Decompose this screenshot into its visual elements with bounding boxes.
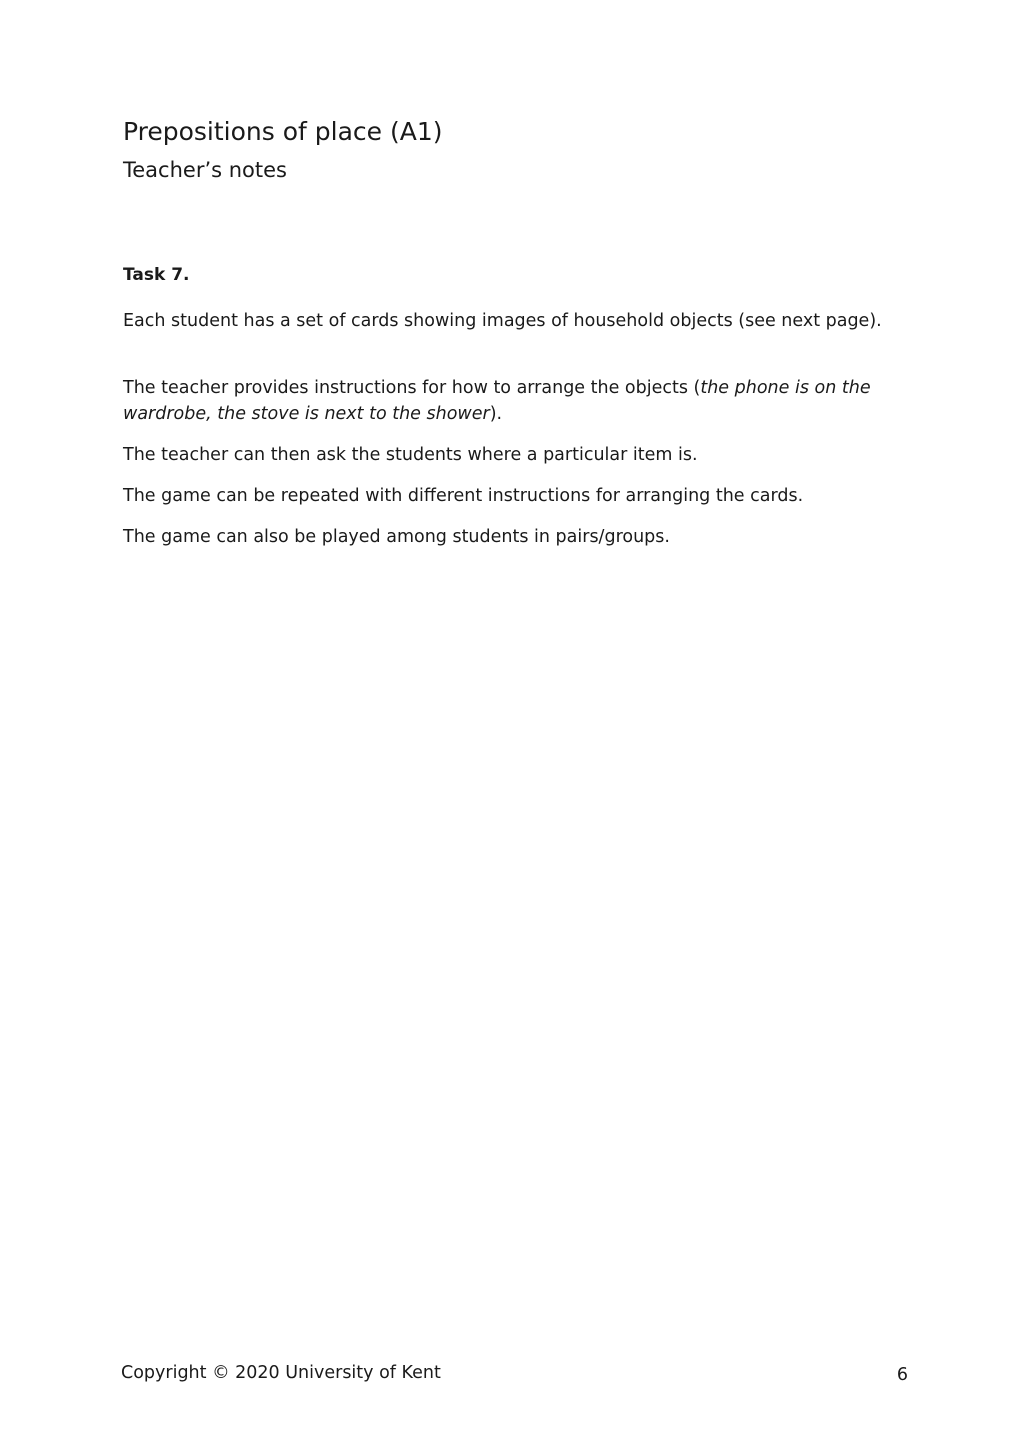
- paragraph-cards: Each student has a set of cards showing images of household objects (see next page).: [123, 311, 882, 331]
- paragraph-instructions: [123, 375, 898, 427]
- paragraph-repeat: The game can be repeated with different instructions for arranging the cards.: [123, 486, 804, 506]
- paragraph-ask: The teacher can then ask the students where a particular item is.: [123, 445, 698, 465]
- paragraph-instructions-example: the phone is on the wardrobe, the stove is next to the shower: [123, 378, 871, 424]
- footer-page-number: 6: [896, 1365, 908, 1385]
- paragraph-instructions-start: The teacher provides instructions for how to arrange the objects (: [123, 378, 701, 398]
- task-heading: Task 7.: [123, 265, 190, 285]
- page-subtitle: Teacher’s notes: [123, 158, 288, 182]
- paragraph-pairs: The game can also be played among students in pairs/groups.: [123, 527, 670, 547]
- paragraph-instructions-end: ).: [489, 404, 503, 424]
- footer-copyright: Copyright © 2020 University of Kent: [121, 1363, 441, 1383]
- page-title: Prepositions of place (A1): [123, 117, 443, 146]
